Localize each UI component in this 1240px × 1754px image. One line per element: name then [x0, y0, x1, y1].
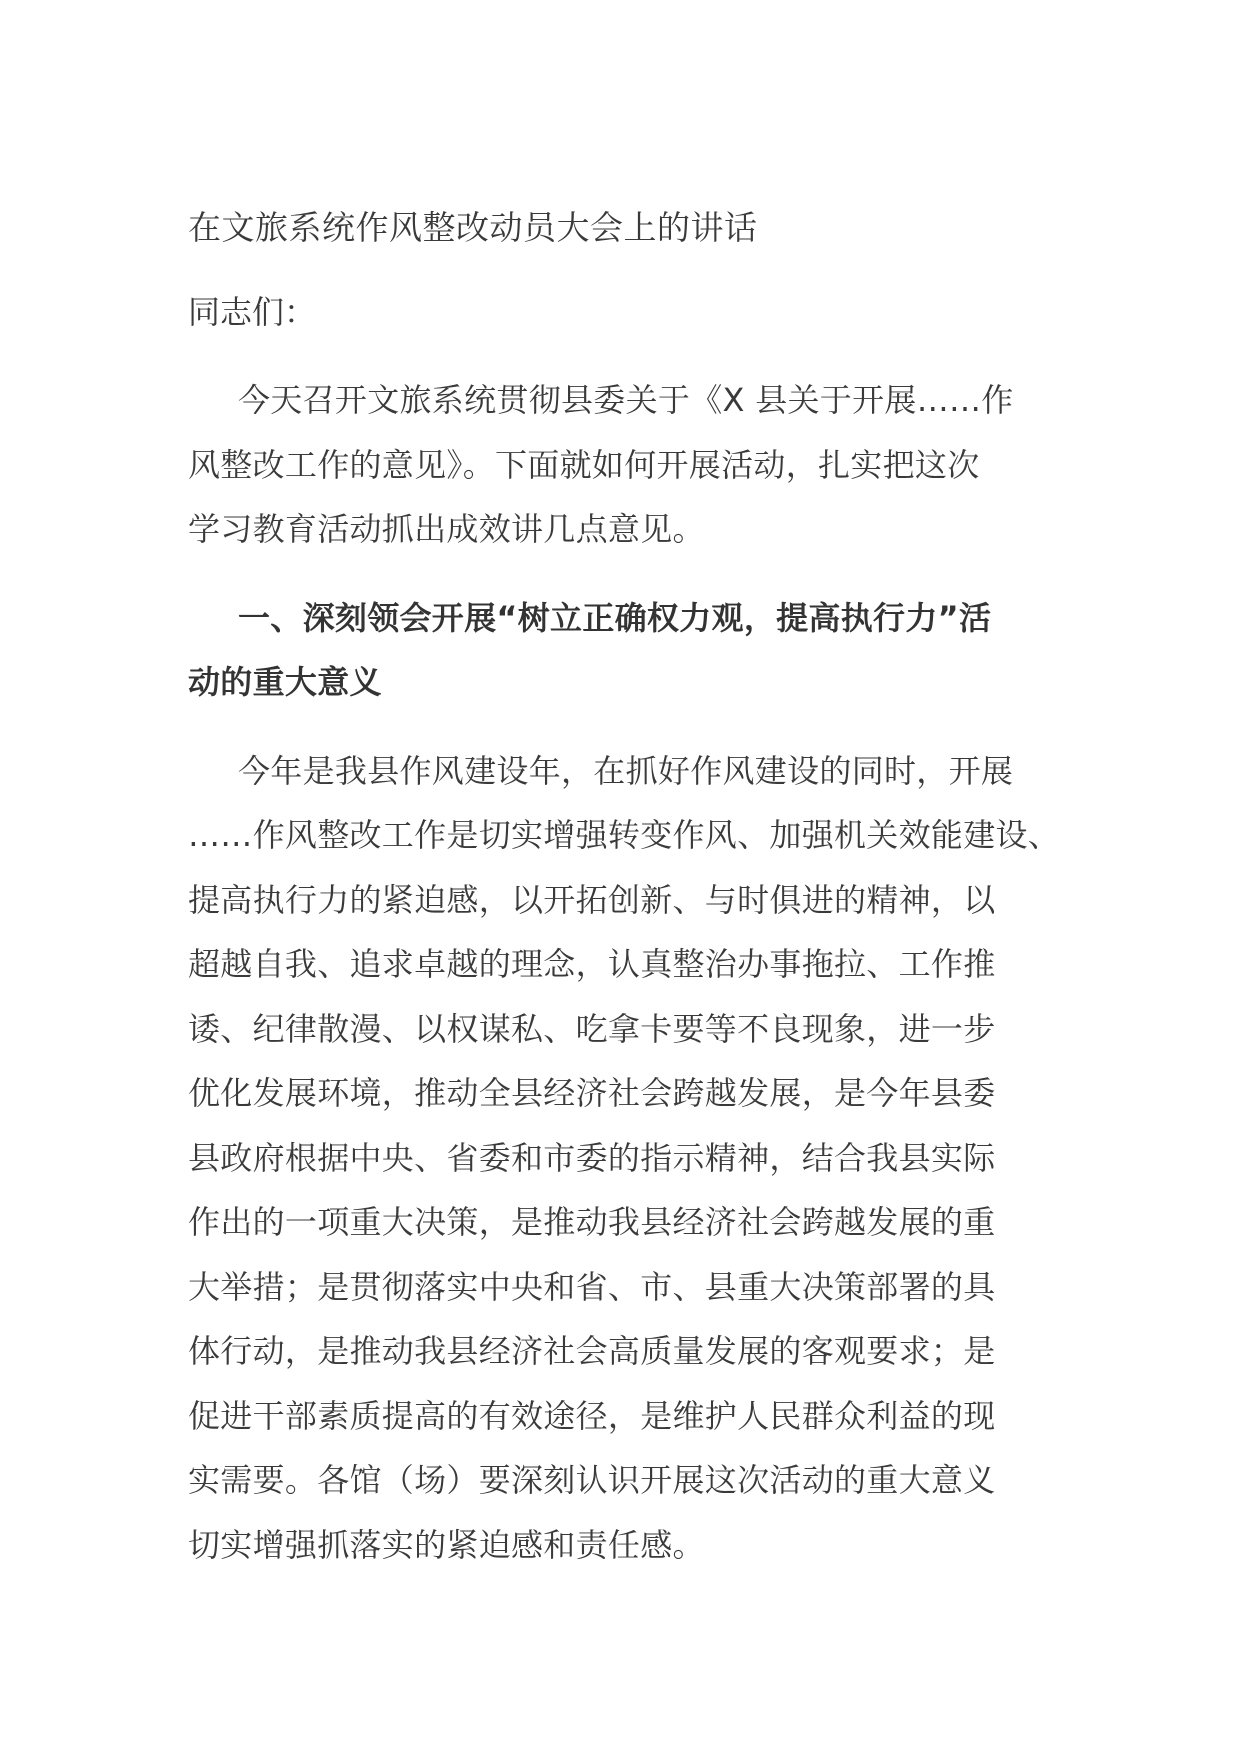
paragraph-line: 今天召开文旅系统贯彻县委关于《X 县关于开展……作 [238, 381, 1014, 419]
paragraph-line: 县政府根据中央、省委和市委的指示精神，结合我县实际 [188, 1138, 996, 1177]
paragraph-line: 提高执行力的紧迫感，以开拓创新、与时俱进的精神，以 [188, 880, 996, 919]
document-body [188, 196, 1061, 1601]
body-paragraph [188, 739, 1061, 1578]
paragraph-line: 作出的一项重大决策，是推动我县经济社会跨越发展的重 [188, 1203, 996, 1241]
paragraph-line: 学习教育活动抓出成效讲几点意见。 [188, 510, 705, 548]
heading-line: 一、深刻领会开展“树立正确权力观，提高执行力”活 [238, 598, 992, 637]
paragraph-line: 促进干部素质提高的有效途径，是维护人民群众利益的现 [188, 1396, 996, 1435]
paragraph-line: 超越自我、追求卓越的理念，认真整治办事拖拉、工作推 [188, 945, 996, 983]
paragraph-line: 优化发展环境，推动全县经济社会跨越发展，是今年县委 [188, 1074, 996, 1112]
salutation: 同志们： [188, 293, 317, 331]
paragraph-line: 大举措；是贯彻落实中央和省、市、县重大决策部署的具 [188, 1267, 996, 1306]
document-title: 在文旅系统作风整改动员大会上的讲话 [188, 208, 758, 247]
paragraph-line: 诿、纪律散漫、以权谋私、吃拿卡要等不良现象，进一步 [188, 1009, 996, 1048]
paragraph-line: 实需要。各馆（场）要深刻认识开展这次活动的重大意义 [188, 1461, 996, 1499]
paragraph-line: 体行动，是推动我县经济社会高质量发展的客观要求；是 [188, 1332, 996, 1370]
paragraph-line: 切实增强抓落实的紧迫感和责任感。 [188, 1525, 705, 1564]
heading-line: 动的重大意义 [188, 663, 382, 701]
section-heading [188, 586, 1058, 715]
intro-paragraph [188, 368, 1058, 562]
paragraph-line: 风整改工作的意见》。下面就如何开展活动，扎实把这次 [188, 445, 980, 484]
paragraph-line: 今年是我县作风建设年，在抓好作风建设的同时，开展 [238, 751, 1014, 790]
paragraph-line: ……作风整改工作是切实增强转变作风、加强机关效能建设、 [188, 816, 1061, 854]
